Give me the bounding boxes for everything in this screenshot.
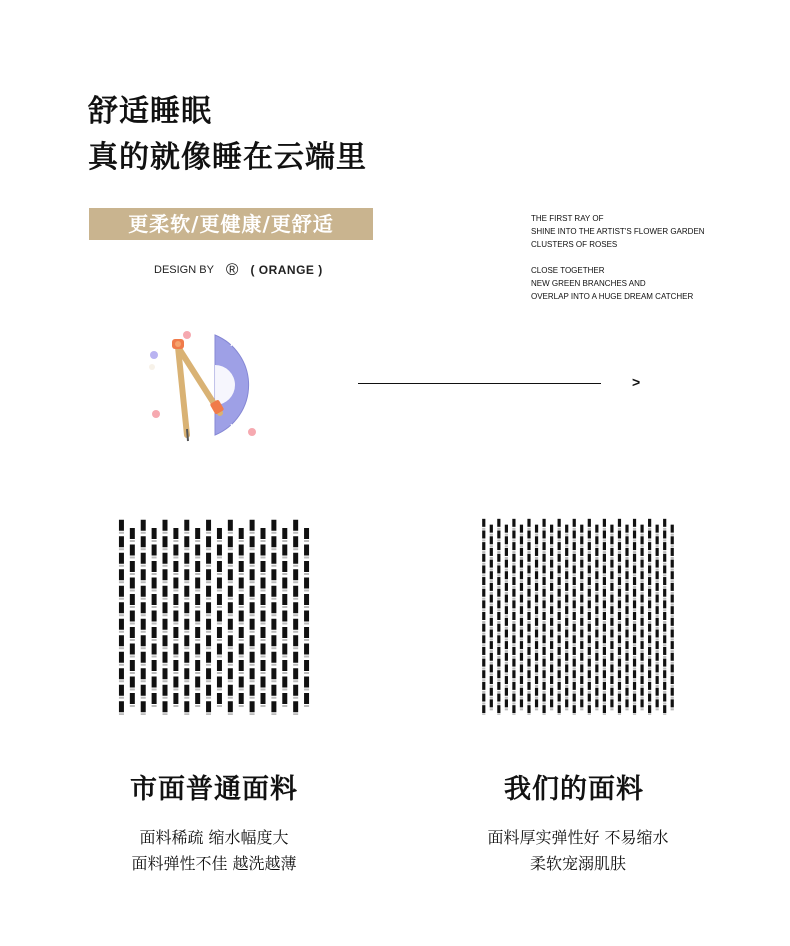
benefit-banner: 更柔软/更健康/更舒适	[89, 208, 373, 240]
headline-line-2: 真的就像睡在云端里	[88, 140, 367, 175]
blurb-line: SHINE INTO THE ARTIST'S FLOWER GARDEN	[531, 227, 705, 236]
loose-fabric-swatch	[116, 517, 312, 715]
blurb-line: CLUSTERS OF ROSES	[531, 240, 618, 249]
dense-fabric-swatch	[480, 517, 676, 715]
design-prefix: DESIGN BY	[154, 264, 214, 276]
our-fabric-desc-1: 面料厚实弹性好 不易缩水	[487, 828, 669, 847]
blurb-line: OVERLAP INTO A HUGE DREAM CATCHER	[531, 292, 694, 301]
blurb-line: CLOSE TOGETHER	[531, 266, 605, 275]
next-arrow[interactable]: >	[632, 374, 641, 390]
brand-name: ( ORANGE )	[250, 263, 323, 277]
design-credit	[154, 260, 323, 280]
blurb-line: NEW GREEN BRANCHES AND	[531, 279, 646, 288]
ordinary-fabric-desc-1: 面料稀疏 缩水幅度大	[139, 828, 289, 847]
ordinary-fabric-title: 市面普通面料	[130, 774, 298, 805]
divider-line	[358, 383, 601, 384]
registered-mark: ®	[225, 260, 239, 279]
blurb-block-1	[531, 212, 705, 251]
compass-protractor-icon	[140, 325, 265, 445]
headline-line-1: 舒适睡眠	[88, 94, 212, 129]
blurb-line: THE FIRST RAY OF	[531, 214, 604, 223]
our-fabric-desc-2: 柔软宠溺肌肤	[529, 854, 626, 873]
our-fabric-title: 我们的面料	[504, 774, 644, 805]
blurb-block-2	[531, 264, 693, 303]
ordinary-fabric-desc-2: 面料弹性不佳 越洗越薄	[131, 854, 297, 873]
